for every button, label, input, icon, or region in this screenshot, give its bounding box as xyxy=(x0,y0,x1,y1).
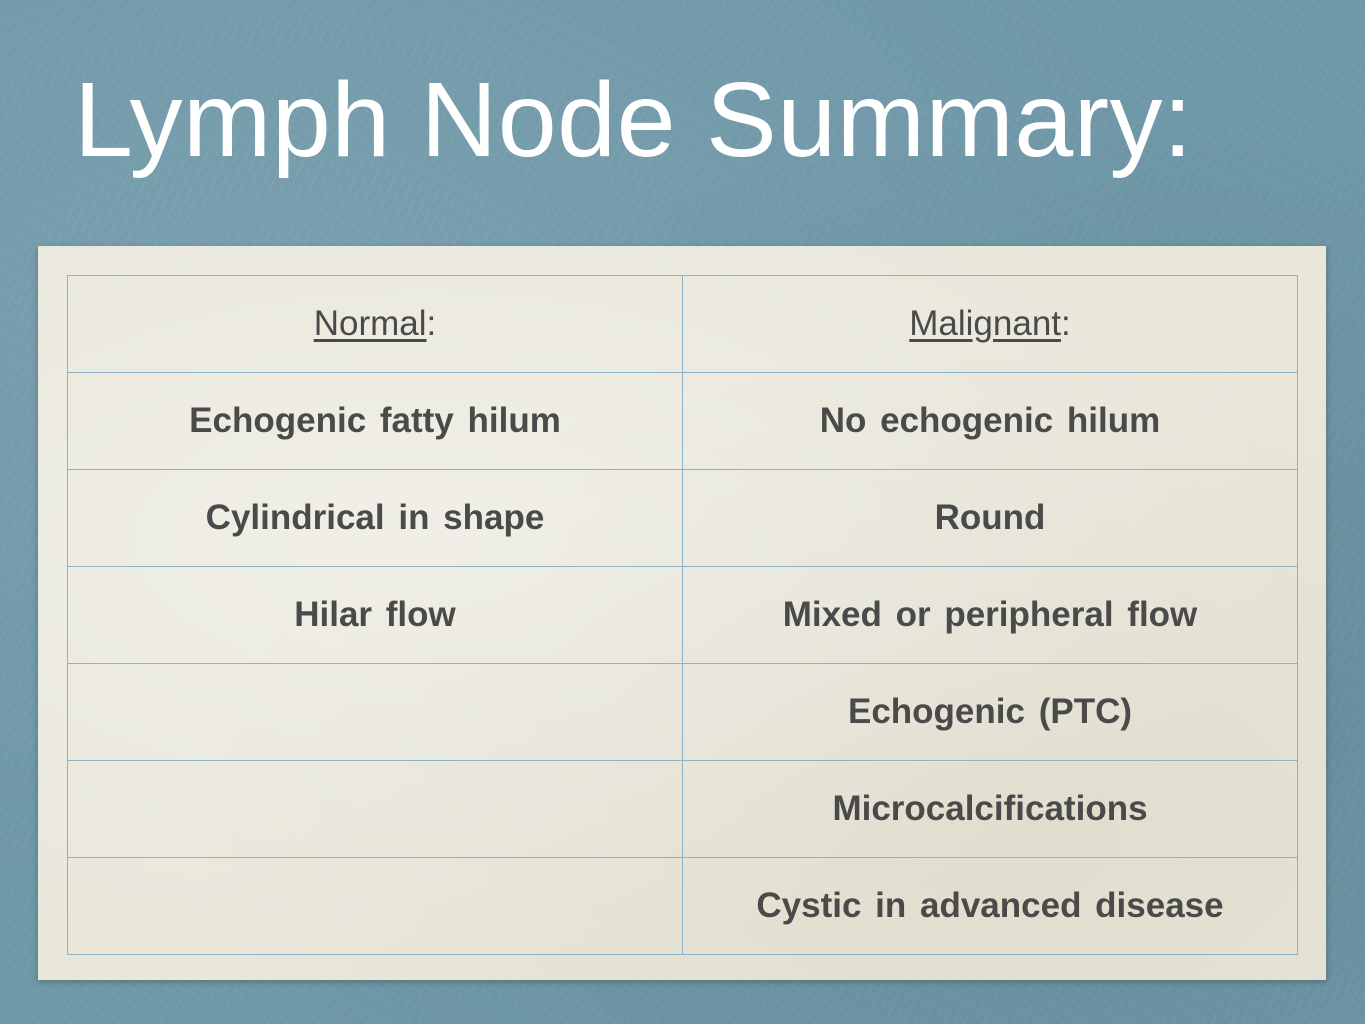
slide-title: Lymph Node Summary: xyxy=(74,61,1193,179)
cell-malignant: Round xyxy=(683,470,1298,567)
cell-normal: Cylindrical in shape xyxy=(68,470,683,567)
cell-malignant: Cystic in advanced disease xyxy=(683,858,1298,955)
cell-normal xyxy=(68,858,683,955)
header-normal xyxy=(68,276,683,373)
table-row xyxy=(68,567,1298,664)
cell-malignant: Echogenic (PTC) xyxy=(683,664,1298,761)
cell-malignant: Mixed or peripheral flow xyxy=(683,567,1298,664)
table-row xyxy=(68,761,1298,858)
table-row xyxy=(68,470,1298,567)
cell-normal xyxy=(68,761,683,858)
cell-malignant: No echogenic hilum xyxy=(683,373,1298,470)
cell-normal: Hilar flow xyxy=(68,567,683,664)
summary-table xyxy=(67,275,1298,955)
table-row xyxy=(68,858,1298,955)
cell-normal: Echogenic fatty hilum xyxy=(68,373,683,470)
table-row xyxy=(68,664,1298,761)
header-normal-suffix: : xyxy=(426,304,437,343)
header-malignant-label: Malignant xyxy=(909,304,1062,343)
header-normal-label: Normal xyxy=(313,304,427,343)
table-row xyxy=(68,373,1298,470)
cell-normal xyxy=(68,664,683,761)
header-malignant-suffix: : xyxy=(1061,304,1071,343)
table-header-row xyxy=(68,276,1298,373)
table-panel xyxy=(38,246,1326,980)
cell-malignant: Microcalcifications xyxy=(683,761,1298,858)
header-malignant xyxy=(683,276,1298,373)
